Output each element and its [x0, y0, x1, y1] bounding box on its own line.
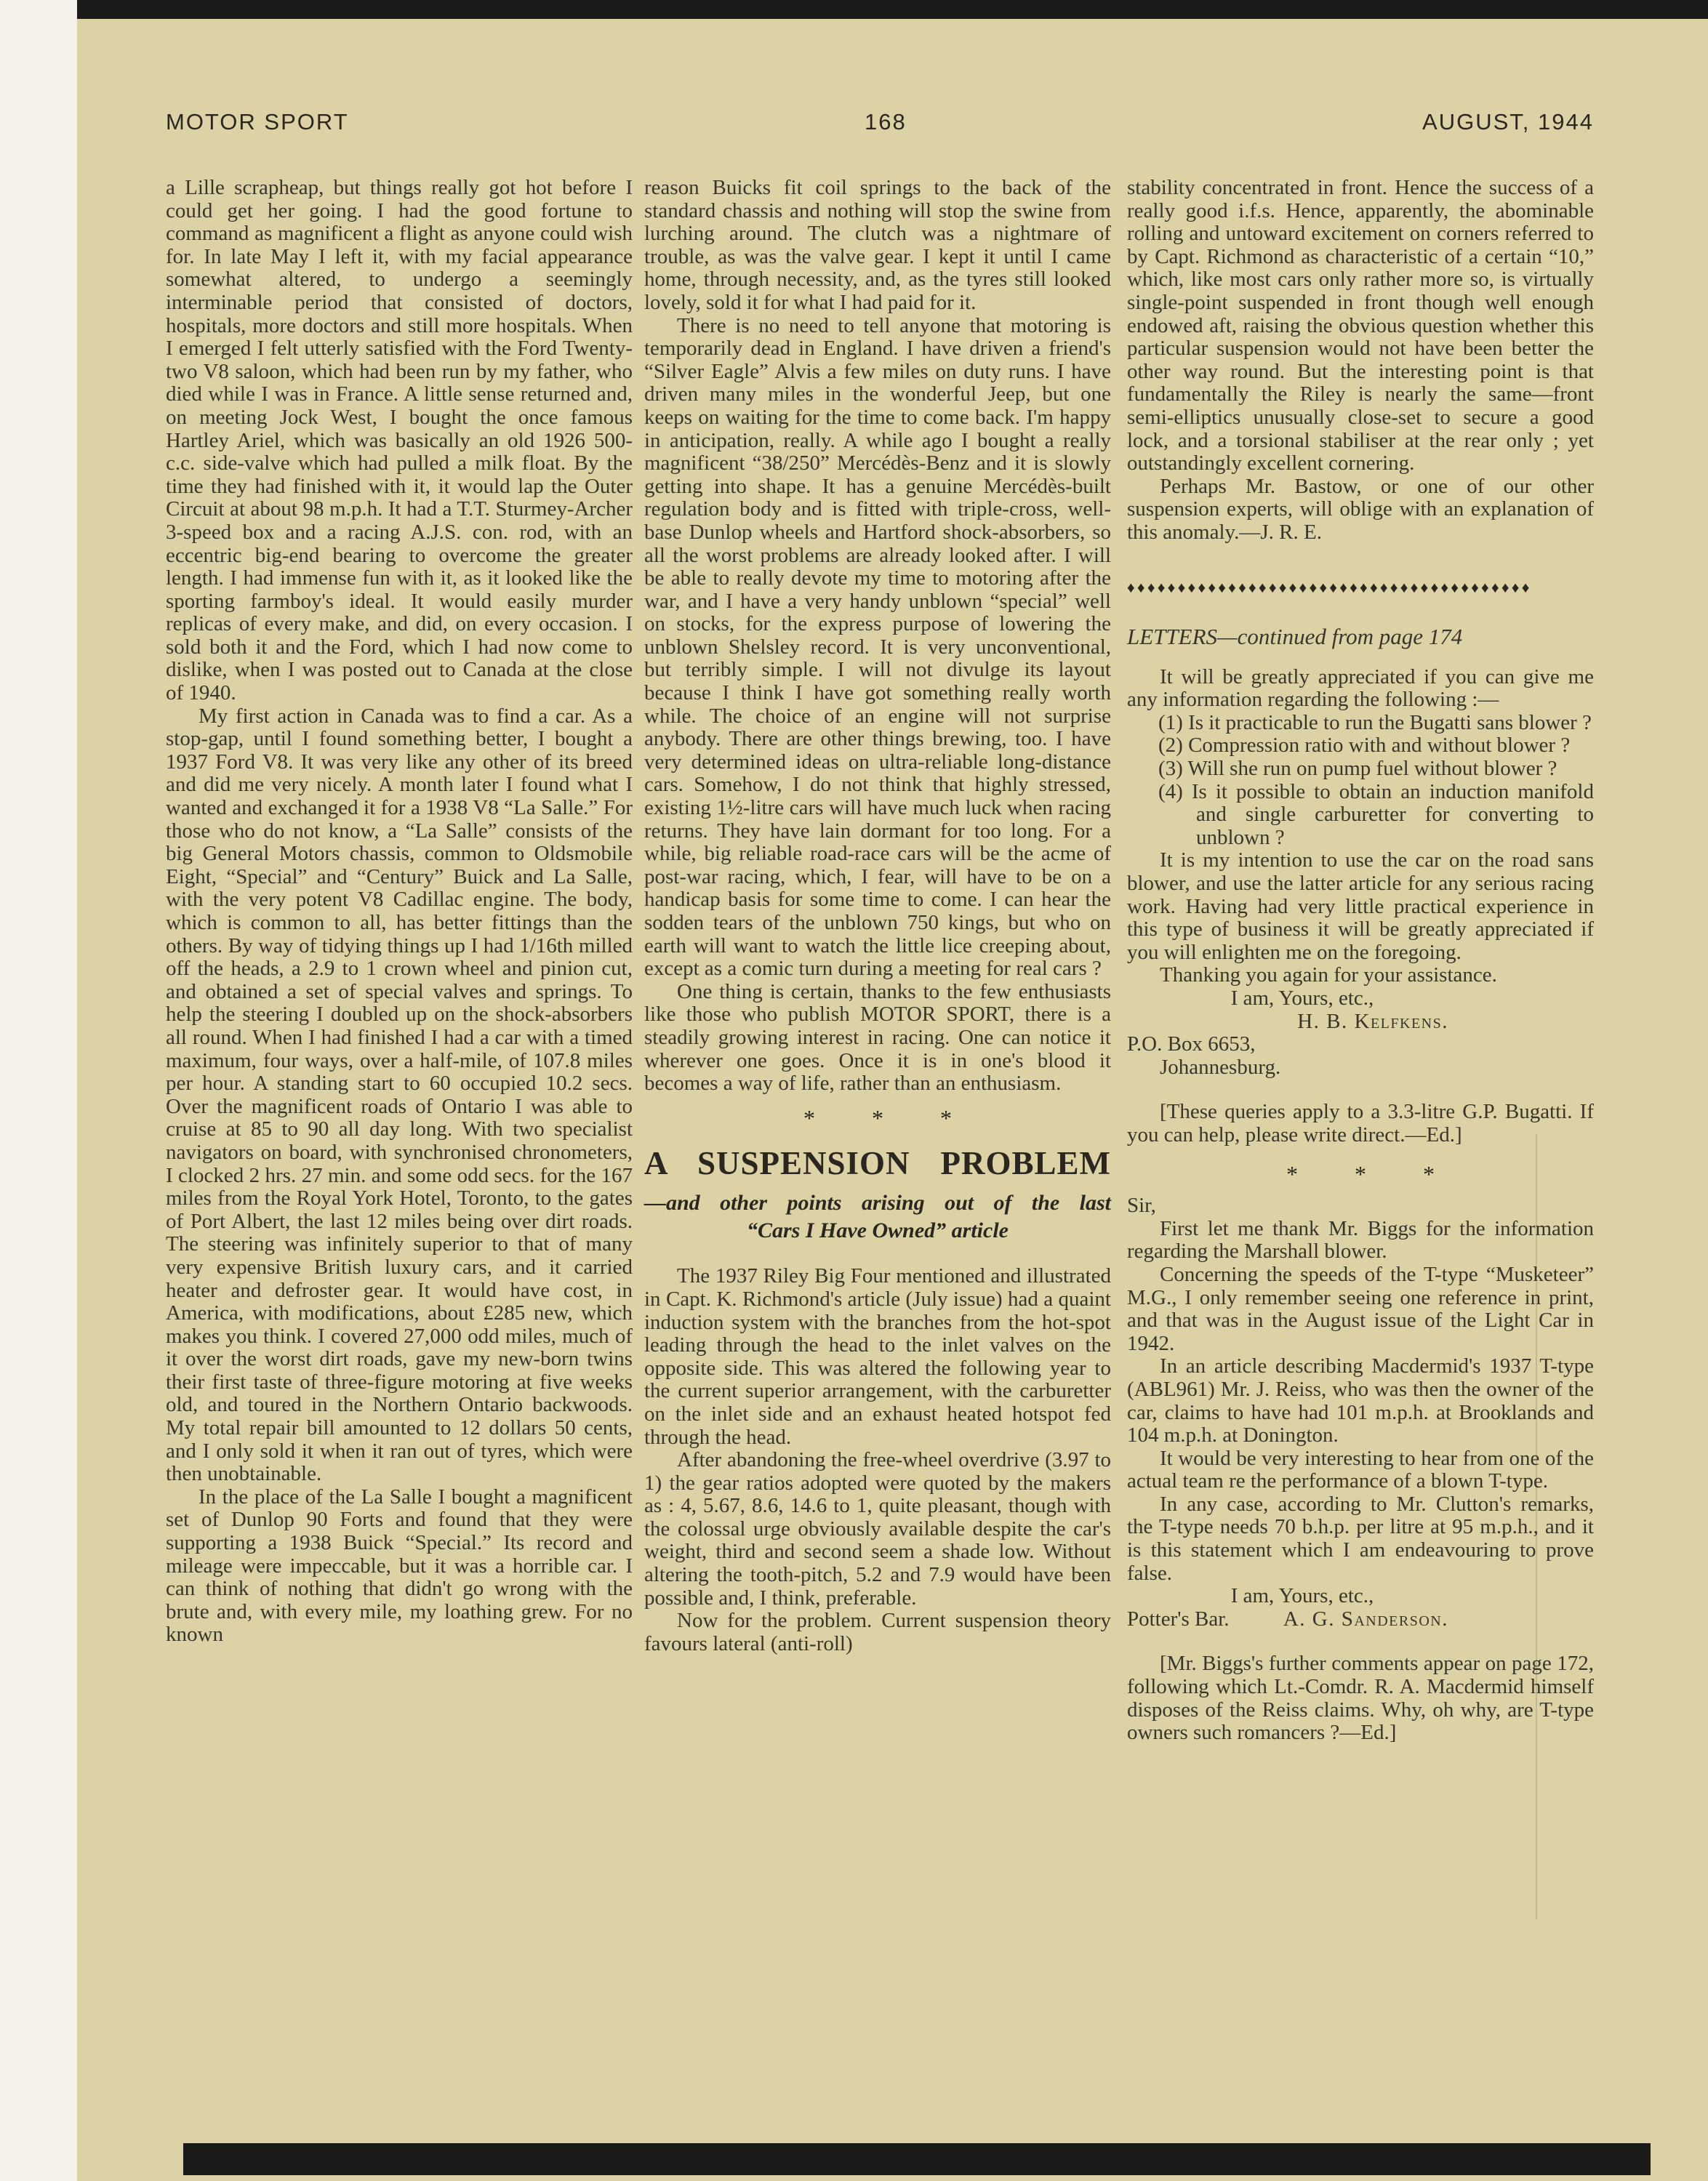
stars-divider: * * * [1286, 1160, 1435, 1187]
editor-note: [These queries apply to a 3.3-litre G.P. Bugatti. If you can help, please write direct.—Ed.] [1127, 1100, 1594, 1146]
signature: H. B. Kelfkens. [1297, 1009, 1448, 1033]
body-paragraph: reason Buicks fit coil springs to the back of the standard chassis and nothing will stop the swine from lurching around. The clutch was a nightmare of trouble, as was the valve gear. I kept it until I came home, through necessity, and, as the tyres still looked lovely, sold it for what I had paid for it. [644, 176, 1111, 314]
body-paragraph: After abandoning the free-wheel overdrive (3.97 to 1) the gear ratios adopted were quoted by the makers as : 4, 5.67, 8.6, 14.6 to 1, quite pleasant, though with the colossal urge obviously available despite the car's weight, third and second seem a shade low. Without altering the tooth-pitch, 5.2 and 7.9 would have been possible and, I think, preferable. [644, 1448, 1111, 1610]
body-paragraph: It is my intention to use the car on the road sans blower, and use the latter article for any serious racing work. Having had very little practical experience in this type of business it will be greatly appreciated if you will enlighten me on the foregoing. [1127, 848, 1594, 964]
body-paragraph: First let me thank Mr. Biggs for the information regarding the Marshall blower. [1127, 1216, 1594, 1264]
article-title: A SUSPENSION PROBLEM [644, 1145, 1111, 1182]
body-paragraph: a Lille scrapheap, but things really got hot before I could get her going. I had the good fortune to command as magnificent a flight as anyone could wish for. In late May I left it, with my facial appearance somewhat altered, to undergo a seemingly interminable period that consisted of doctors, hospitals, more doctors and still more hospitals. When I emerged I felt utterly satisfied with the Ford Twenty-two V8 saloon, which had been run by my father, who died while I was in France. A little sense returned and, on meeting Jock West, I bought the once famous Hartley Ariel, which was basically an old 1926 500-c.c. side-valve which had pulled a milk float. By the time they had finished with it, it would lap the Outer Circuit at about 98 m.p.h. It had a T.T. Sturmey-Archer 3-speed box and a racing A.J.S. con. rod, with an eccentric big-end bearing to overcome the greater length. I had immense fun with it, as it looked like the sporting farmboy's ideal. It would easily murder replicas of every make, and did, on every occasion. I sold both it and the Ford, which I had now come to dislike, when I was posted out to Canada at the close of 1940. [166, 176, 633, 705]
diamonds-divider: ♦♦♦♦♦♦♦♦♦♦♦♦♦♦♦♦♦♦♦♦♦♦♦♦♦♦♦♦♦♦♦♦♦♦♦♦♦♦♦♦ [1127, 578, 1532, 596]
query-item: (3) Will she run on pump fuel without blower ? [1158, 757, 1557, 781]
body-paragraph: In an article describing Macdermid's 1937 T-type (ABL961) Mr. J. Reiss, who was then the owner of the car, claims to have had 101 m.p.h. at Brooklands and 104 m.p.h. at Donington. [1127, 1354, 1594, 1447]
magazine-title: MOTOR SPORT [166, 109, 349, 134]
valediction: I am, Yours, etc., [1230, 987, 1374, 1010]
query-item: (2) Compression ratio with and without blower ? [1158, 734, 1571, 758]
body-paragraph: My first action in Canada was to find a car. As a stop-gap, until I found something better, I bought a 1937 Ford V8. It was very like any other of its breed and did me very nicely. A month later I found what I wanted and exchanged it for a 1938 V8 “La Salle.” For those who do not know, a “La Salle” consists of the big General Motors chassis, common to Oldsmobile Eight, “Special” and “Century” Buick and La Salle, with the very potent V8 Cadillac engine. The body, which is common to all, has better fittings than the others. By way of tidying things up I had 1/16th milled off the heads, a 2.9 to 1 crown wheel and pinion cut, and obtained a set of special valves and springs. To help the steering I doubled up on the shock-absorbers all round. When I had finished I had a car with a timed maximum, four ways, over a half-mile, of 107.8 miles per hour. A standing start to 60 occupied 10.2 secs. Over the magnificent roads of Ontario I was able to cruise at 85 to 90 all day long. With two specialist navigators on board, with synchronised chronometers, I clocked 2 hrs. 27 min. and some odd secs. for the 167 miles from the Royal York Hotel, Toronto, to the gates of Port Albert, the last 12 miles being over dirt roads. The steering was infinitely superior to that of many very expensive British luxury cars, and it carried heater and defroster gear. It would have cost, in America, with modifications, about £285 new, which makes you think. I covered 27,000 odd miles, much of it over the worst dirt roads, gave my new-born twins their first taste of three-figure motoring at five weeks old, and toured in the Northern Ontario backwoods. My total repair bill amounted to 12 dollars 50 cents, and I only sold it when it ran out of tyres, which were then unobtainable. [166, 704, 633, 1486]
body-paragraph: Now for the problem. Current suspension theory favours lateral (anti-roll) [644, 1609, 1111, 1655]
issue-date: AUGUST, 1944 [1422, 109, 1594, 134]
editor-note: [Mr. Biggs's further comments appear on page 172, following which Lt.-Comdr. R. A. Macdermid himself disposes of the Reiss claims. Why, oh why, are T-type owners such romancers ?—Ed.] [1127, 1652, 1594, 1745]
signature: A. G. Sanderson. [1283, 1607, 1448, 1631]
scan-bottom-bar [183, 2143, 1651, 2175]
body-paragraph: There is no need to tell anyone that motoring is temporarily dead in England. I have driven a friend's “Silver Eagle” Alvis a few miles on duty runs. I have driven many miles in the wonderful Jeep, but one keeps on waiting for the time to come back. I'm happy in anticipation, really. A while ago I bought a really magnificent “38/250” Mercédès-Benz and it is slowly getting into shape. It has a genuine Mercédès-built regulation body and is fitted with triple-cross, well-base Dunlop wheels and Hartford shock-absorbers, so all the worst problems are already looked after. I will be able to really devote my time to motoring after the war, and I have a very handy unblown “special” well on stocks, for the express purpose of lowering the unblown Shelsley record. It is very unconventional, but terribly simple. I will not divulge its layout because I think I have got something really worth while. The choice of an engine will not surprise anybody. There are other things brewing, too. I have very determined ideas on ultra-reliable long-distance cars. Somehow, I do not think that highly stressed, existing 1½-litre cars will have much luck when racing returns. They have lain dormant for too long. For a while, big reliable road-race cars will be the acme of post-war racing, which, I fear, will have to be on a handicap basis for some time to come. I can hear the sodden tears of the unblown 750 kings, but who on earth will want to watch the little lice creeping about, except as a comic turn during a meeting for real cars ? [644, 313, 1111, 981]
body-paragraph: It would be very interesting to hear from one of the actual team re the performance of a blown T-type. [1127, 1446, 1594, 1493]
signature-line [1127, 1608, 1594, 1631]
query-item: (1) Is it practicable to run the Bugatti sans blower ? [1158, 710, 1592, 734]
scan-top-bar [77, 0, 1708, 19]
body-paragraph: Thanking you again for your assistance. [1160, 963, 1497, 987]
valediction: I am, Yours, etc., [1230, 1584, 1374, 1608]
column-1 [166, 177, 633, 1647]
body-paragraph: Concerning the speeds of the T-type “Musketeer” M.G., I only remember seeing one reference in print, and that was in the August issue of the Light Car in 1942. [1127, 1262, 1594, 1355]
sender-address-line: P.O. Box 6653, [1127, 1032, 1256, 1056]
body-paragraph: In the place of the La Salle I bought a magnificent set of Dunlop 90 Forts and found that they were supporting a 1938 Buick “Special.” Its record and mileage were impeccable, but it was a horrible car. I can think of nothing that didn't go wrong with the brute and, with every mile, my loathing grew. For no known [166, 1485, 633, 1647]
stars-divider: * * * [803, 1104, 952, 1131]
body-paragraph: Perhaps Mr. Bastow, or one of our other suspension experts, will oblige with an explanation of this anomaly.—J. R. E. [1127, 474, 1594, 544]
query-item: (4) Is it possible to obtain an induction manifold and single carburetter for converting to unblown ? [1158, 779, 1594, 849]
scan-left-margin [0, 0, 77, 2181]
article-subtitle-line-1: —and other points arising out of the last [644, 1191, 1111, 1216]
salutation: Sir, [1127, 1194, 1156, 1218]
column-3 [1127, 177, 1594, 1745]
body-paragraph: One thing is certain, thanks to the few enthusiasts like those who publish MOTOR SPORT, there is a steadily growing interest in racing. One can notice it wherever one goes. Once it is in one's blood it becomes a way of life, rather than an enthusiasm. [644, 979, 1111, 1096]
article-subtitle-line-2: “Cars I Have Owned” article [747, 1218, 1009, 1243]
sender-place: Potter's Bar. [1127, 1607, 1230, 1631]
letters-continued-heading: LETTERS—continued from page 174 [1127, 624, 1463, 650]
sender-address-line: Johannesburg. [1160, 1055, 1281, 1079]
body-paragraph: stability concentrated in front. Hence the success of a really good i.f.s. Hence, apparently, the abominable rolling and untoward excitement on corners referred to by Capt. Richmond as characteristic of a certain “10,” which, like most cars only rather more so, is virtually single-point suspended in front though well enough endowed aft, raising the obvious question whether this particular suspension would not have been better the other way round. But the interesting point is that fundamentally the Riley is nearly the same—front semi-elliptics unusually close-set to secure a good lock, and a torsional stabiliser at the rear only ; yet outstandingly excellent cornering. [1127, 176, 1594, 475]
body-paragraph: It will be greatly appreciated if you can give me any information regarding the following :— [1127, 664, 1594, 712]
page-header [166, 109, 1594, 135]
body-paragraph: The 1937 Riley Big Four mentioned and illustrated in Capt. K. Richmond's article (July issue) had a quaint induction system with the branches from the hot-spot leading through the head to the inlet valves on the opposite side. This was altered the following year to the current superior arrangement, with the carburetter on the inlet side and an exhaust heated hotspot fed through the head. [644, 1264, 1111, 1449]
page-number: 168 [864, 109, 907, 134]
body-paragraph: In any case, according to Mr. Clutton's remarks, the T-type needs 70 b.h.p. per litre at 95 m.p.h., and it is this statement which I am endeavouring to prove false. [1127, 1492, 1594, 1585]
column-2 [644, 177, 1111, 1655]
